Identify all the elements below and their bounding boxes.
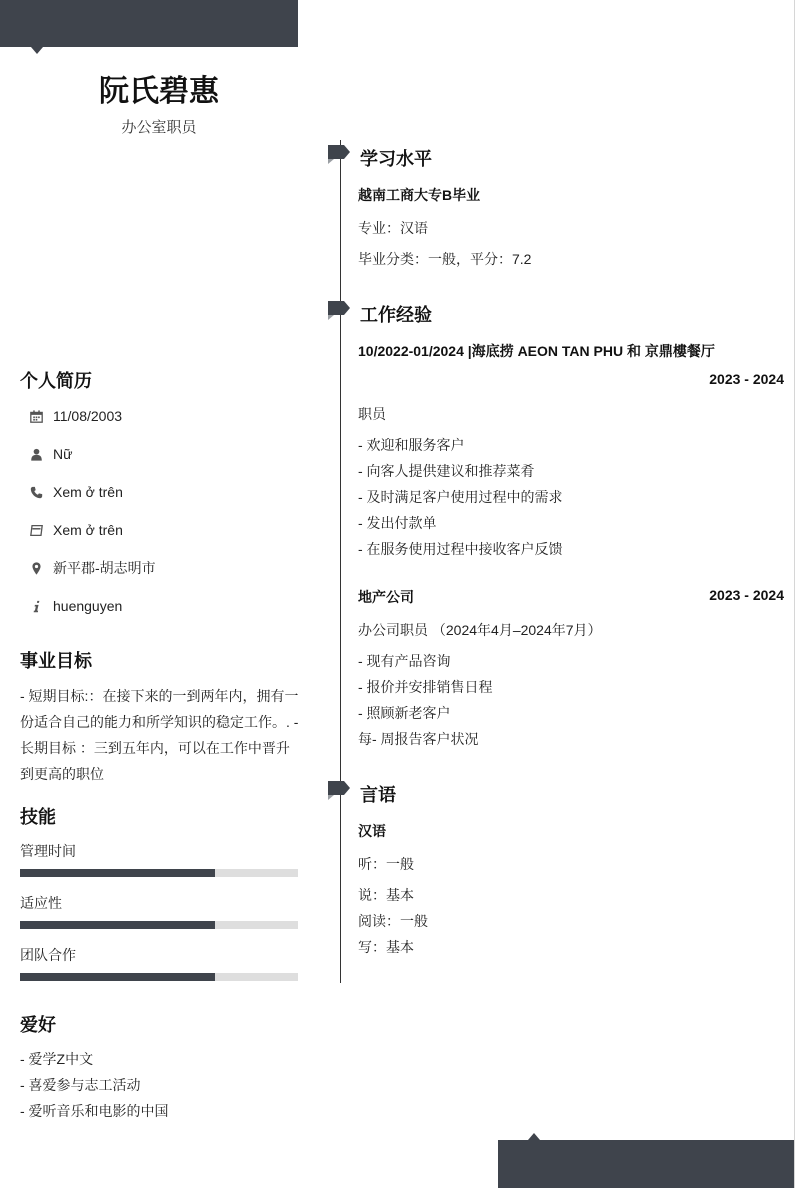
- calendar-icon: [20, 410, 53, 423]
- skill-bar-track: [20, 921, 298, 929]
- timeline-line: [340, 140, 341, 983]
- footer-band: [498, 1140, 794, 1188]
- education-heading: 学习水平: [360, 149, 432, 169]
- website-row: [20, 596, 300, 616]
- skill-bar-track: [20, 869, 298, 877]
- skill-bar-fill: [20, 869, 215, 877]
- skill-bar-track: [20, 973, 298, 981]
- info-icon: [20, 600, 53, 613]
- job-role: 职员: [358, 406, 386, 422]
- skill-bar-fill: [20, 921, 215, 929]
- job-company: 地产公司: [358, 589, 414, 605]
- education-school: 越南工商大专B毕业: [358, 187, 481, 203]
- skills-heading: 技能: [20, 807, 56, 827]
- skill-label: 适应性: [20, 895, 62, 911]
- gender-value: Nữ: [53, 446, 73, 462]
- envelope-icon: [20, 524, 53, 537]
- job-duty: - 发出付款单: [358, 515, 437, 531]
- birthday-value: 11/08/2003: [53, 408, 123, 424]
- hobby-item: - 爱听音乐和电影的中国: [20, 1103, 169, 1119]
- birthday-row: [20, 406, 300, 426]
- hobby-item: - 爱学Z中文: [20, 1051, 94, 1067]
- map-pin-icon: [20, 562, 53, 575]
- phone-value: Xem ở trên: [53, 484, 123, 500]
- job-duty: - 报价并安排销售日程: [358, 679, 493, 695]
- phone-row: [20, 482, 300, 502]
- skill-bar-fill: [20, 973, 215, 981]
- job-role: 办公司职员 （2024年4月–2024年7月）: [358, 622, 602, 638]
- user-icon: [20, 448, 53, 461]
- candidate-job-title: 办公室职员: [121, 119, 197, 136]
- candidate-name: 阮氏碧惠: [99, 75, 219, 108]
- skill-label: 团队合作: [20, 947, 76, 963]
- language-listening: 听：一般: [358, 856, 414, 872]
- header-band: [0, 0, 298, 47]
- objective-text: - 短期目标:：在接下来的一到两年内，拥有一份适合自己的能力和所学知识的稳定工作。. - 长期目标 ：三到五年内，可以在工作中晋升到更高的职位: [20, 688, 299, 782]
- job-duty: - 现有产品咨询: [358, 653, 451, 669]
- hobbies-heading: 爱好: [20, 1015, 56, 1035]
- hobby-item: - 喜爱参与志工活动: [20, 1077, 141, 1093]
- education-major: 专业：汉语: [358, 220, 428, 236]
- job-years: 2023 - 2024: [709, 587, 784, 603]
- language-writing: 写：基本: [358, 939, 414, 955]
- section-flag-icon: [328, 143, 350, 165]
- job-duty: - 照顾新老客户: [358, 705, 451, 721]
- address-value: 新平郡-胡志明市: [53, 560, 156, 576]
- phone-icon: [20, 486, 53, 499]
- job-duty: - 向客人提供建议和推荐菜肴: [358, 463, 535, 479]
- email-value: Xem ở trên: [53, 522, 123, 538]
- page-edge: [794, 0, 795, 1188]
- experience-heading: 工作经验: [360, 305, 432, 325]
- job-duty: 每- 周报告客户状况: [358, 731, 479, 747]
- skill-label: 管理时间: [20, 843, 76, 859]
- website-value: huenguyen: [53, 598, 123, 614]
- footer-band-notch: [528, 1133, 540, 1140]
- job-duty: - 欢迎和服务客户: [358, 437, 465, 453]
- profile-heading: 个人简历: [20, 371, 92, 391]
- languages-heading: 言语: [360, 785, 396, 805]
- language-name: 汉语: [358, 823, 386, 839]
- job-years: 2023 - 2024: [709, 371, 784, 387]
- email-row: [20, 520, 300, 540]
- education-grade: 毕业分类：一般，平分：7.2: [358, 251, 532, 267]
- language-reading: 阅读：一般: [358, 913, 428, 929]
- job-duty: - 及时满足客户使用过程中的需求: [358, 489, 563, 505]
- gender-row: [20, 444, 300, 464]
- job-company: 10/2022-01/2024 |海底捞 AEON TAN PHU 和 京鼎樓餐厅: [358, 343, 715, 359]
- language-speaking: 说：基本: [358, 887, 414, 903]
- objective-heading: 事业目标: [20, 651, 92, 671]
- header-band-notch: [31, 47, 43, 54]
- section-flag-icon: [328, 299, 350, 321]
- job-duty: - 在服务使用过程中接收客户反馈: [358, 541, 563, 557]
- section-flag-icon: [328, 779, 350, 801]
- address-row: [20, 558, 300, 578]
